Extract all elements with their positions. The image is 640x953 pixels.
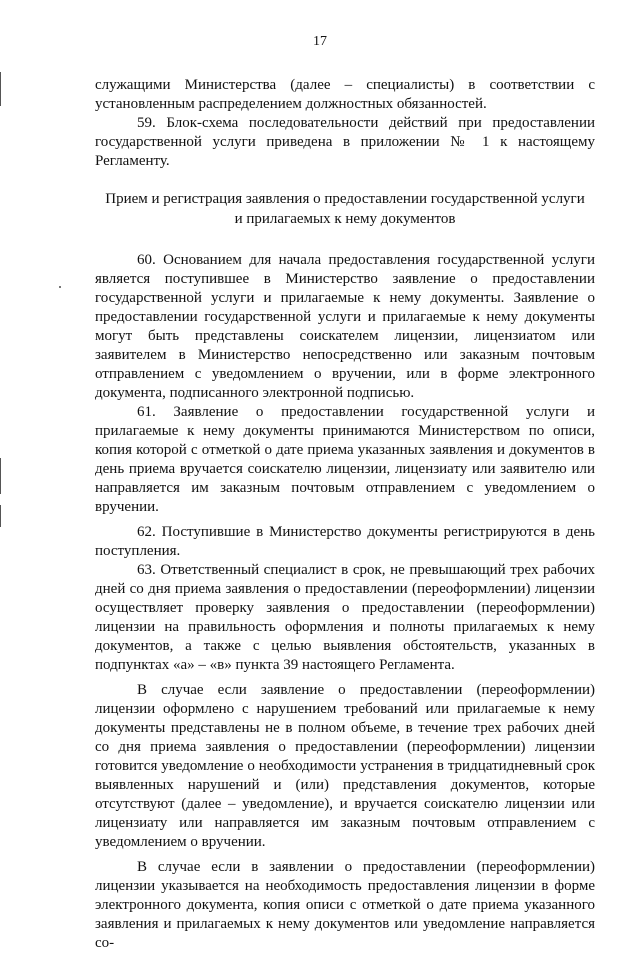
paragraph-63-case-1: В случае если заявление о предоставлении (переоформлении) лицензии оформлено с нарушением требований или прилагаемые к нему документы представлены не в полном объеме, в течение трех рабочих дней со дня приема заявления о предоставлении (переоформлении) лицензии готовится уведомление о необходимости устранения в тридцатидневный срок выявленных нарушений и (или) представления документов, которые отсутствуют (далее – уведомление), и вручается соискателю лицензии или лицензиату или направляется им заказным почтовым отправлением с уведомлением о вручении. xyxy=(95,682,595,850)
paragraph-59: 59. Блок-схема последовательности действий при предоставлении государственной услуги приведена в приложении № 1 к настоящему Регламенту. xyxy=(95,115,595,169)
scan-dust-mark xyxy=(59,286,61,288)
paragraph-continued: служащими Министерства (далее – специалисты) в соответствии с установленным распределением должностных обязанностей. xyxy=(95,77,595,112)
paragraph-63-case-2: В случае если в заявлении о предоставлении (переоформлении) лицензии указывается на необходимость предоставления лицензии в форме электронного документа, копия описи с отметкой о дате приема указанного заявления и прилагаемых к нему документов или уведомление направляется со- xyxy=(95,859,595,951)
paragraph-60: 60. Основанием для начала предоставления государственной услуги является поступившее в Министерство заявление о предоставлении государственной услуги и прилагаемые к нему документы. Заявление о предоставлении государственной услуги и прилагаемые к нему документы могут быть представлены соискателем лицензии, лицензиатом или заявителем в Министерство непосредственно или заказным почтовым отправлением с уведомлением о вручении, или в форме электронного документа, подписанного электронной подписью. xyxy=(95,252,595,401)
scan-edge-mark xyxy=(0,505,1,527)
paragraph-61: 61. Заявление о предоставлении государственной услуги и прилагаемые к нему документы принимаются Министерством по описи, копия которой с отметкой о дате приема указанных заявления и документов в день приема вручается соискателю лицензии, лицензиату или заявителю или направляется им заказным почтовым отправлением с уведомлением о вручении. xyxy=(95,404,595,515)
page-number: 17 xyxy=(313,34,327,49)
paragraph-62: 62. Поступившие в Министерство документы регистрируются в день поступления. xyxy=(95,524,595,559)
section-heading: Прием и регистрация заявления о предоставлении государственной услуги и прилагаемых к нему документов xyxy=(105,191,585,227)
scan-edge-mark xyxy=(0,458,1,494)
scan-edge-mark xyxy=(0,72,1,106)
document-body xyxy=(95,76,595,953)
paragraph-63: 63. Ответственный специалист в срок, не превышающий трех рабочих дней со дня приема заявления о предоставлении (переоформлении) лицензии осуществляет проверку заявления о предоставлении (переоформлении) лицензии на правильность оформления и полноты прилагаемых к нему документов, а также с целью выявления обстоятельств, указанных в подпунктах «а» – «в» пункта 39 настоящего Регламента. xyxy=(95,562,595,673)
